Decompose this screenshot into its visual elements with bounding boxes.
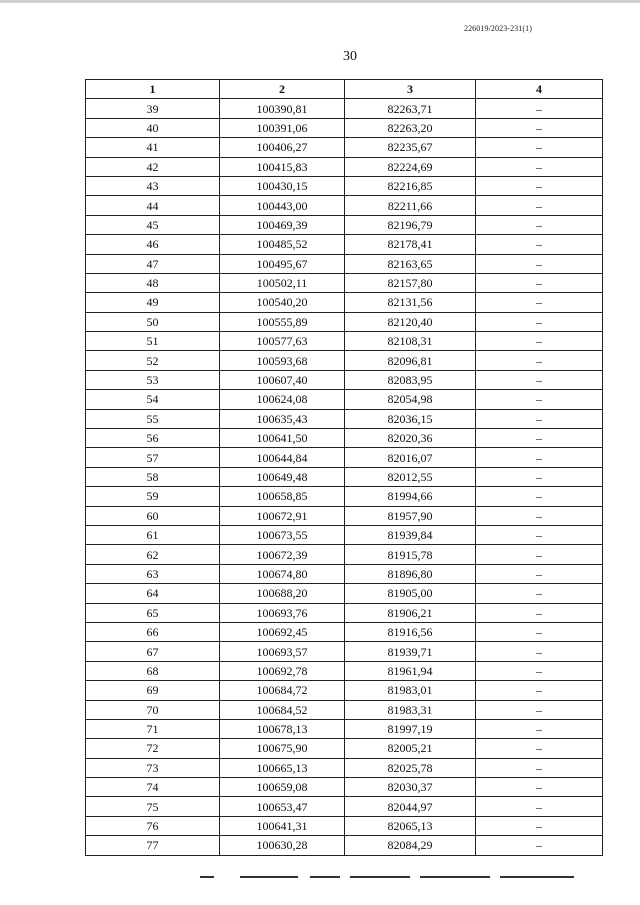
table-cell: –: [476, 196, 603, 215]
table-cell: –: [476, 390, 603, 409]
table-row: [86, 138, 603, 157]
table-cell: 77: [86, 836, 220, 855]
table-cell: 55: [86, 409, 220, 428]
table-row: [86, 409, 603, 428]
table-row: [86, 312, 603, 331]
table-cell: 81916,56: [345, 622, 476, 641]
table-cell: 100653,47: [220, 797, 345, 816]
table-cell: 60: [86, 506, 220, 525]
table-cell: 81961,94: [345, 661, 476, 680]
table-cell: 82054,98: [345, 390, 476, 409]
table-cell: 82025,78: [345, 758, 476, 777]
table-row: [86, 525, 603, 544]
table-cell: 70: [86, 700, 220, 719]
table-cell: –: [476, 681, 603, 700]
table-row: [86, 622, 603, 641]
table-cell: 100593,68: [220, 351, 345, 370]
table-cell: 100693,57: [220, 642, 345, 661]
coordinates-table: [85, 79, 603, 856]
table-cell: 81939,71: [345, 642, 476, 661]
table-cell: 82084,29: [345, 836, 476, 855]
table-row: [86, 506, 603, 525]
table-cell: 76: [86, 816, 220, 835]
table-row: [86, 429, 603, 448]
table-cell: 53: [86, 370, 220, 389]
table-row: [86, 273, 603, 292]
table-cell: 57: [86, 448, 220, 467]
table-cell: 100693,76: [220, 603, 345, 622]
table-cell: 81906,21: [345, 603, 476, 622]
table-cell: 45: [86, 215, 220, 234]
table-cell: 100684,52: [220, 700, 345, 719]
table-cell: 100678,13: [220, 719, 345, 738]
table-cell: 82083,95: [345, 370, 476, 389]
table-row: [86, 196, 603, 215]
table-cell: 100406,27: [220, 138, 345, 157]
table-cell: 40: [86, 118, 220, 137]
table-cell: 59: [86, 487, 220, 506]
table-cell: 100688,20: [220, 584, 345, 603]
table-cell: 100674,80: [220, 564, 345, 583]
table-cell: –: [476, 778, 603, 797]
table-cell: –: [476, 739, 603, 758]
table-cell: –: [476, 506, 603, 525]
table-body: [86, 99, 603, 855]
table-cell: 100430,15: [220, 176, 345, 195]
table-cell: 54: [86, 390, 220, 409]
column-header: 3: [345, 80, 476, 99]
table-cell: 49: [86, 293, 220, 312]
table-cell: 75: [86, 797, 220, 816]
table-row: [86, 836, 603, 855]
table-cell: –: [476, 564, 603, 583]
table-cell: 100577,63: [220, 332, 345, 351]
table-cell: 100635,43: [220, 409, 345, 428]
table-cell: 63: [86, 564, 220, 583]
table-row: [86, 293, 603, 312]
table-cell: –: [476, 661, 603, 680]
table-cell: 56: [86, 429, 220, 448]
table-cell: –: [476, 525, 603, 544]
table-row: [86, 564, 603, 583]
table-cell: –: [476, 215, 603, 234]
table-cell: 100658,85: [220, 487, 345, 506]
table-cell: 82036,15: [345, 409, 476, 428]
top-scan-edge: [0, 0, 640, 3]
table-row: [86, 758, 603, 777]
table-cell: –: [476, 467, 603, 486]
table-cell: 82263,71: [345, 99, 476, 118]
table-row: [86, 351, 603, 370]
table-cell: 100555,89: [220, 312, 345, 331]
table-cell: 44: [86, 196, 220, 215]
document-id: 226019/2023-231(1): [463, 24, 532, 33]
table-cell: 100485,52: [220, 235, 345, 254]
table-cell: 100684,72: [220, 681, 345, 700]
table-cell: 100644,84: [220, 448, 345, 467]
table-cell: –: [476, 157, 603, 176]
table-cell: 62: [86, 545, 220, 564]
table-cell: 81957,90: [345, 506, 476, 525]
table-cell: –: [476, 758, 603, 777]
table-cell: 82163,65: [345, 254, 476, 273]
table-cell: 81997,19: [345, 719, 476, 738]
table-cell: –: [476, 816, 603, 835]
table-cell: –: [476, 797, 603, 816]
table-cell: –: [476, 138, 603, 157]
table-cell: –: [476, 719, 603, 738]
table-cell: 100672,39: [220, 545, 345, 564]
table-cell: –: [476, 700, 603, 719]
table-cell: 82016,07: [345, 448, 476, 467]
table-cell: 48: [86, 273, 220, 292]
table-cell: –: [476, 545, 603, 564]
table-cell: 82005,21: [345, 739, 476, 758]
table-row: [86, 681, 603, 700]
table-cell: 82235,67: [345, 138, 476, 157]
table-row: [86, 215, 603, 234]
table-cell: –: [476, 370, 603, 389]
table-row: [86, 797, 603, 816]
table-row: [86, 176, 603, 195]
table-cell: 100641,50: [220, 429, 345, 448]
column-header: 1: [86, 80, 220, 99]
table-cell: 82044,97: [345, 797, 476, 816]
column-header: 4: [476, 80, 603, 99]
table-cell: 46: [86, 235, 220, 254]
table-row: [86, 816, 603, 835]
table-row: [86, 448, 603, 467]
table-cell: 51: [86, 332, 220, 351]
table-row: [86, 467, 603, 486]
table-cell: –: [476, 254, 603, 273]
table-row: [86, 118, 603, 137]
table-cell: 100415,83: [220, 157, 345, 176]
table-row: [86, 157, 603, 176]
table-cell: 69: [86, 681, 220, 700]
column-header: 2: [220, 80, 345, 99]
table-cell: 82263,20: [345, 118, 476, 137]
table-row: [86, 370, 603, 389]
table-cell: 82096,81: [345, 351, 476, 370]
table-row: [86, 603, 603, 622]
table-cell: 100502,11: [220, 273, 345, 292]
table-cell: 82131,56: [345, 293, 476, 312]
table-cell: 100692,78: [220, 661, 345, 680]
table-cell: 100624,08: [220, 390, 345, 409]
table-cell: 82065,13: [345, 816, 476, 835]
table-cell: –: [476, 584, 603, 603]
table-cell: 82211,66: [345, 196, 476, 215]
table-row: [86, 739, 603, 758]
table-row: [86, 545, 603, 564]
table-cell: 100607,40: [220, 370, 345, 389]
table-row: [86, 235, 603, 254]
table-cell: 100641,31: [220, 816, 345, 835]
table-cell: 82216,85: [345, 176, 476, 195]
table-cell: –: [476, 642, 603, 661]
table-cell: 61: [86, 525, 220, 544]
table-cell: 100649,48: [220, 467, 345, 486]
table-cell: 82120,40: [345, 312, 476, 331]
table-cell: 82012,55: [345, 467, 476, 486]
table-cell: 74: [86, 778, 220, 797]
table-cell: 100672,91: [220, 506, 345, 525]
table-cell: –: [476, 487, 603, 506]
table-cell: –: [476, 836, 603, 855]
table-cell: 100443,00: [220, 196, 345, 215]
table-cell: 81896,80: [345, 564, 476, 583]
page-number: 30: [343, 49, 357, 64]
table-row: [86, 661, 603, 680]
table-row: [86, 254, 603, 273]
table-row: [86, 332, 603, 351]
table-cell: 58: [86, 467, 220, 486]
table-cell: 81939,84: [345, 525, 476, 544]
table-row: [86, 487, 603, 506]
table-row: [86, 778, 603, 797]
table-cell: 39: [86, 99, 220, 118]
table-cell: 100391,06: [220, 118, 345, 137]
table-cell: –: [476, 603, 603, 622]
table-cell: –: [476, 118, 603, 137]
table-cell: 82030,37: [345, 778, 476, 797]
table-cell: 81983,01: [345, 681, 476, 700]
table-cell: 82020,36: [345, 429, 476, 448]
table-cell: 42: [86, 157, 220, 176]
table-cell: 82108,31: [345, 332, 476, 351]
table-cell: 82196,79: [345, 215, 476, 234]
table-cell: 72: [86, 739, 220, 758]
table-cell: 81915,78: [345, 545, 476, 564]
table-cell: 100673,55: [220, 525, 345, 544]
table-cell: –: [476, 235, 603, 254]
table-cell: 67: [86, 642, 220, 661]
table-cell: –: [476, 312, 603, 331]
table-cell: –: [476, 332, 603, 351]
table-cell: 47: [86, 254, 220, 273]
table-cell: –: [476, 622, 603, 641]
table-row: [86, 700, 603, 719]
table-header-row: [86, 80, 603, 99]
table-cell: 81905,00: [345, 584, 476, 603]
table-cell: –: [476, 293, 603, 312]
bottom-scan-marks: [200, 876, 580, 879]
table-cell: 82224,69: [345, 157, 476, 176]
table-cell: 43: [86, 176, 220, 195]
table-cell: 82157,80: [345, 273, 476, 292]
table-cell: 100495,67: [220, 254, 345, 273]
table-cell: 41: [86, 138, 220, 157]
table-cell: –: [476, 99, 603, 118]
table-row: [86, 584, 603, 603]
table-row: [86, 642, 603, 661]
table-cell: 82178,41: [345, 235, 476, 254]
table-cell: –: [476, 429, 603, 448]
table-cell: 68: [86, 661, 220, 680]
table-cell: –: [476, 351, 603, 370]
table-cell: 100390,81: [220, 99, 345, 118]
table-cell: 100665,13: [220, 758, 345, 777]
table-cell: 100630,28: [220, 836, 345, 855]
table-cell: 65: [86, 603, 220, 622]
table-cell: 81994,66: [345, 487, 476, 506]
table-cell: 64: [86, 584, 220, 603]
table-cell: 100675,90: [220, 739, 345, 758]
table-cell: 100692,45: [220, 622, 345, 641]
table-cell: 81983,31: [345, 700, 476, 719]
table-cell: 71: [86, 719, 220, 738]
table-cell: –: [476, 448, 603, 467]
table-row: [86, 99, 603, 118]
table-cell: –: [476, 273, 603, 292]
table-cell: 66: [86, 622, 220, 641]
table-cell: 52: [86, 351, 220, 370]
table-cell: –: [476, 176, 603, 195]
table-row: [86, 719, 603, 738]
table-cell: 100659,08: [220, 778, 345, 797]
table-cell: 100540,20: [220, 293, 345, 312]
table-cell: –: [476, 409, 603, 428]
table-row: [86, 390, 603, 409]
table-cell: 100469,39: [220, 215, 345, 234]
table-cell: 50: [86, 312, 220, 331]
table-cell: 73: [86, 758, 220, 777]
